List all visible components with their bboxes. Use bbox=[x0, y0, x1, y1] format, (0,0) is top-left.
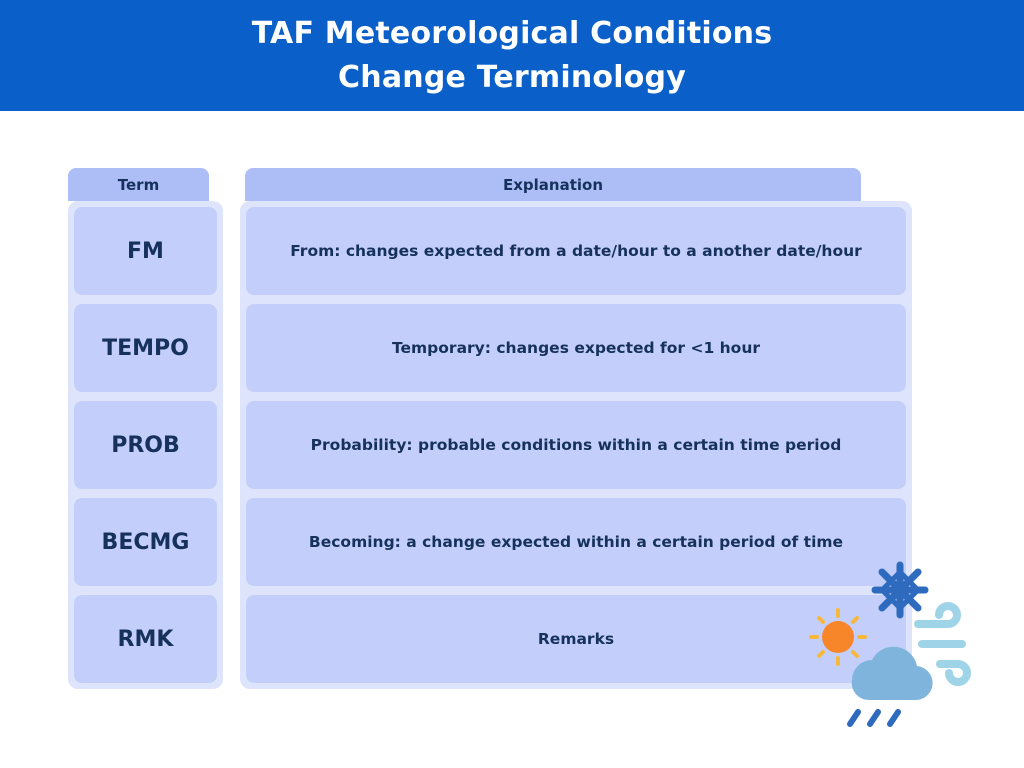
page-title-line-2: Change Terminology bbox=[338, 59, 686, 95]
table-header-row bbox=[68, 168, 958, 201]
table-cell-explanation: Probability: probable conditions within a certain time period bbox=[246, 401, 906, 489]
table-cell-explanation: From: changes expected from a date/hour to a another date/hour bbox=[246, 207, 906, 295]
table-cell-term: PROB bbox=[74, 401, 217, 489]
page-title-line-1: TAF Meteorological Conditions bbox=[251, 15, 773, 51]
table-cell-explanation: Remarks bbox=[246, 595, 906, 683]
column-header-term: Term bbox=[68, 168, 209, 201]
rain-cloud-icon bbox=[850, 647, 933, 724]
table-cell-term: TEMPO bbox=[74, 304, 217, 392]
table-cell-explanation: Becoming: a change expected within a certain period of time bbox=[246, 498, 906, 586]
table-cell-term: FM bbox=[74, 207, 217, 295]
table-cell-term: RMK bbox=[74, 595, 217, 683]
sun-icon bbox=[811, 610, 865, 664]
weather-illustration bbox=[800, 552, 980, 732]
column-header-explanation: Explanation bbox=[245, 168, 861, 201]
header-banner bbox=[0, 0, 1024, 111]
table-cell-explanation: Temporary: changes expected for <1 hour bbox=[246, 304, 906, 392]
term-column bbox=[68, 201, 223, 689]
table-cell-term: BECMG bbox=[74, 498, 217, 586]
snowflake-icon bbox=[875, 565, 925, 615]
